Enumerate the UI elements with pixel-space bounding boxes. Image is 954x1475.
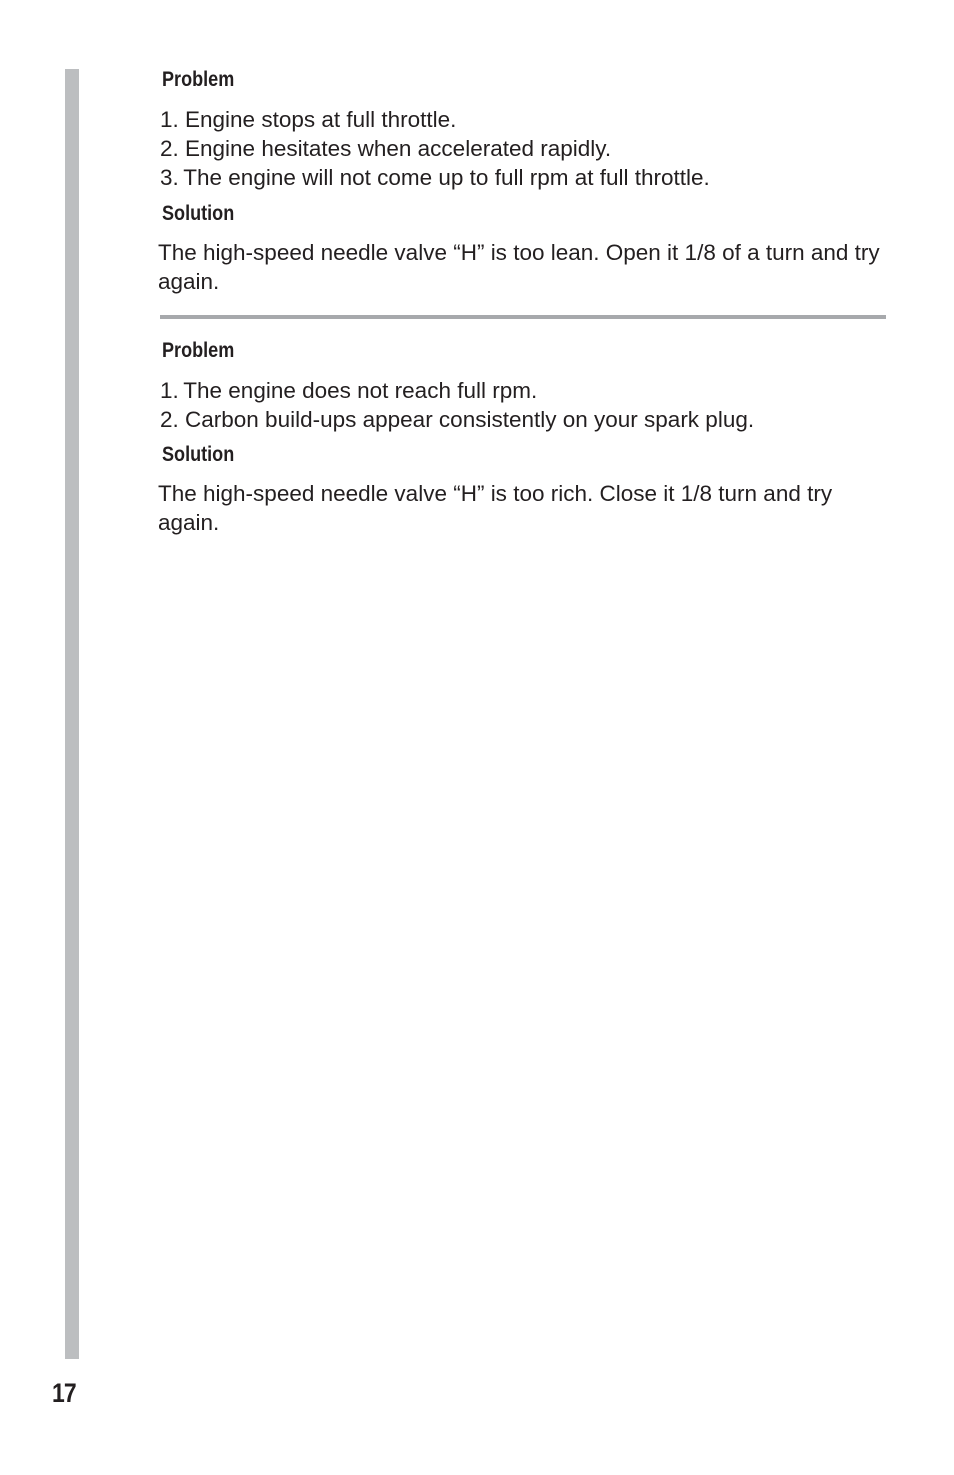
solution-heading: Solution (162, 202, 235, 225)
troubleshooting-section-1 (158, 66, 888, 296)
list-item: 1. Engine stops at full throttle. (160, 107, 457, 132)
list-item: 2. Engine hesitates when accelerated rapidly. (160, 136, 612, 161)
troubleshooting-section-2 (158, 337, 888, 537)
section-divider (160, 315, 886, 319)
solution-heading: Solution (162, 443, 235, 466)
list-item: 3. The engine will not come up to full rpm at full throttle. (160, 165, 710, 190)
problem-list (158, 376, 888, 434)
solution-text: The high-speed needle valve “H” is too lean. Open it 1/8 of a turn and try again. (158, 240, 880, 294)
list-item: 1. The engine does not reach full rpm. (160, 378, 538, 403)
page-content (158, 66, 888, 537)
list-item: 2. Carbon build-ups appear consistently on your spark plug. (160, 407, 755, 432)
problem-heading: Problem (162, 339, 235, 362)
problem-list (158, 105, 888, 192)
problem-heading: Problem (162, 68, 235, 91)
solution-text: The high-speed needle valve “H” is too rich. Close it 1/8 turn and try again. (158, 481, 833, 535)
side-bar-decoration (65, 69, 79, 1359)
page-number: 17 (52, 1378, 76, 1408)
